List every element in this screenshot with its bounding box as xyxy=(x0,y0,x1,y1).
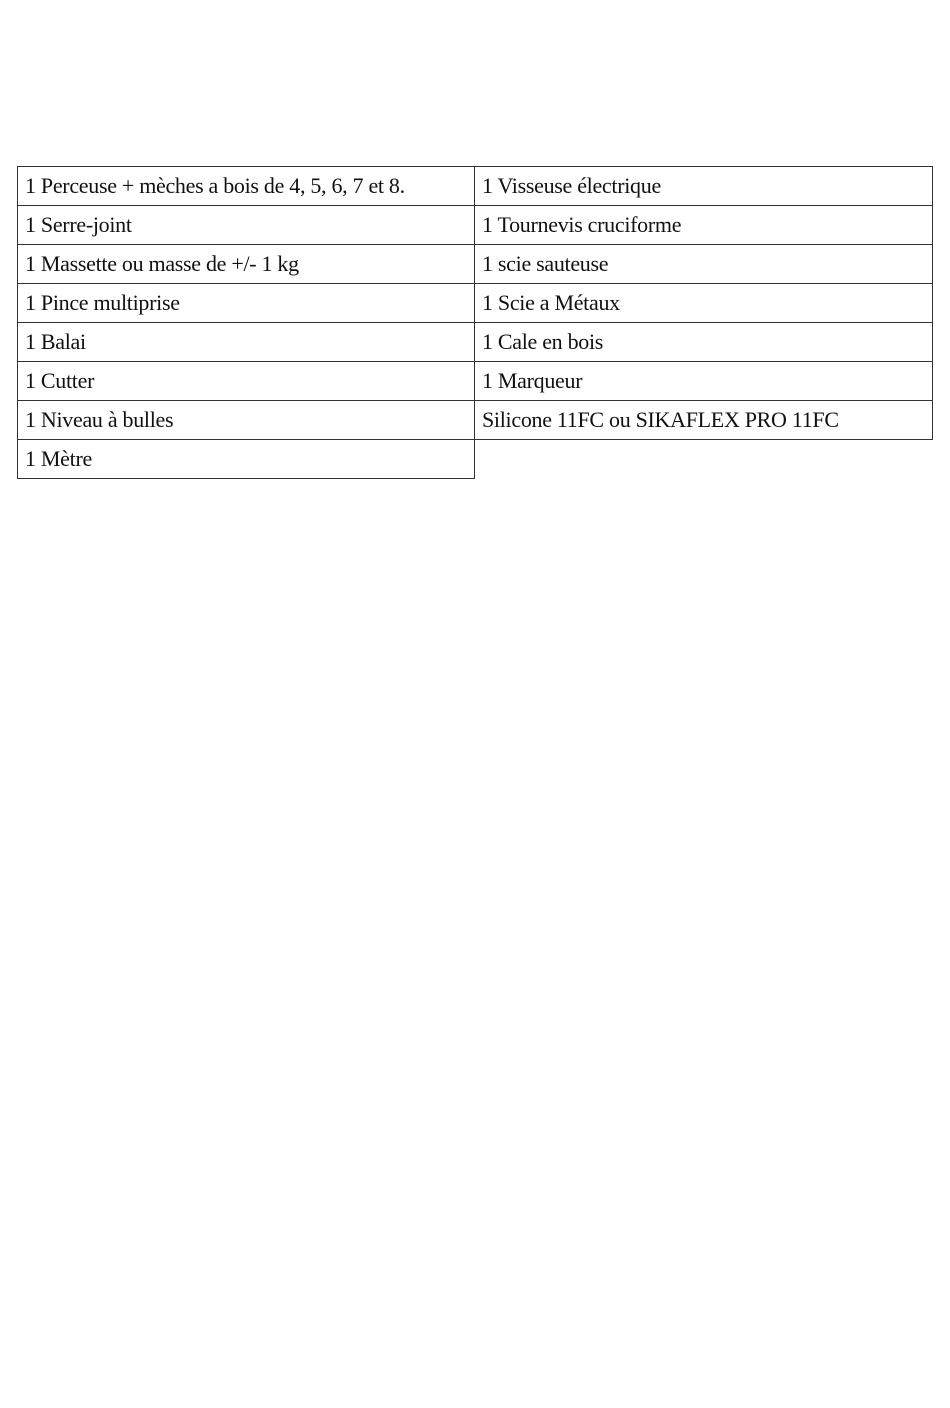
table-cell: 1 Tournevis cruciforme xyxy=(475,206,933,245)
table-cell: 1 Visseuse électrique xyxy=(475,167,933,206)
table-cell: 1 Niveau à bulles xyxy=(18,401,475,440)
table-cell: 1 Cale en bois xyxy=(475,323,933,362)
table-row xyxy=(18,284,933,323)
table-cell: 1 Serre-joint xyxy=(18,206,475,245)
table-cell: 1 Perceuse + mèches a bois de 4, 5, 6, 7 et 8. xyxy=(18,167,475,206)
table-cell: Silicone 11FC ou SIKAFLEX PRO 11FC xyxy=(475,401,933,440)
table-cell: 1 Marqueur xyxy=(475,362,933,401)
table-cell: 1 scie sauteuse xyxy=(475,245,933,284)
empty-cell xyxy=(475,440,933,479)
table-cell: 1 Massette ou masse de +/- 1 kg xyxy=(18,245,475,284)
table-cell: 1 Balai xyxy=(18,323,475,362)
table-cell: 1 Pince multiprise xyxy=(18,284,475,323)
table-cell: 1 Mètre xyxy=(18,440,475,479)
table-row xyxy=(18,440,933,479)
table-row xyxy=(18,245,933,284)
tools-list-table xyxy=(17,166,933,479)
table-cell: 1 Cutter xyxy=(18,362,475,401)
table-row xyxy=(18,401,933,440)
table-row xyxy=(18,206,933,245)
table-cell: 1 Scie a Métaux xyxy=(475,284,933,323)
table-row xyxy=(18,167,933,206)
table-row xyxy=(18,362,933,401)
table-row xyxy=(18,323,933,362)
